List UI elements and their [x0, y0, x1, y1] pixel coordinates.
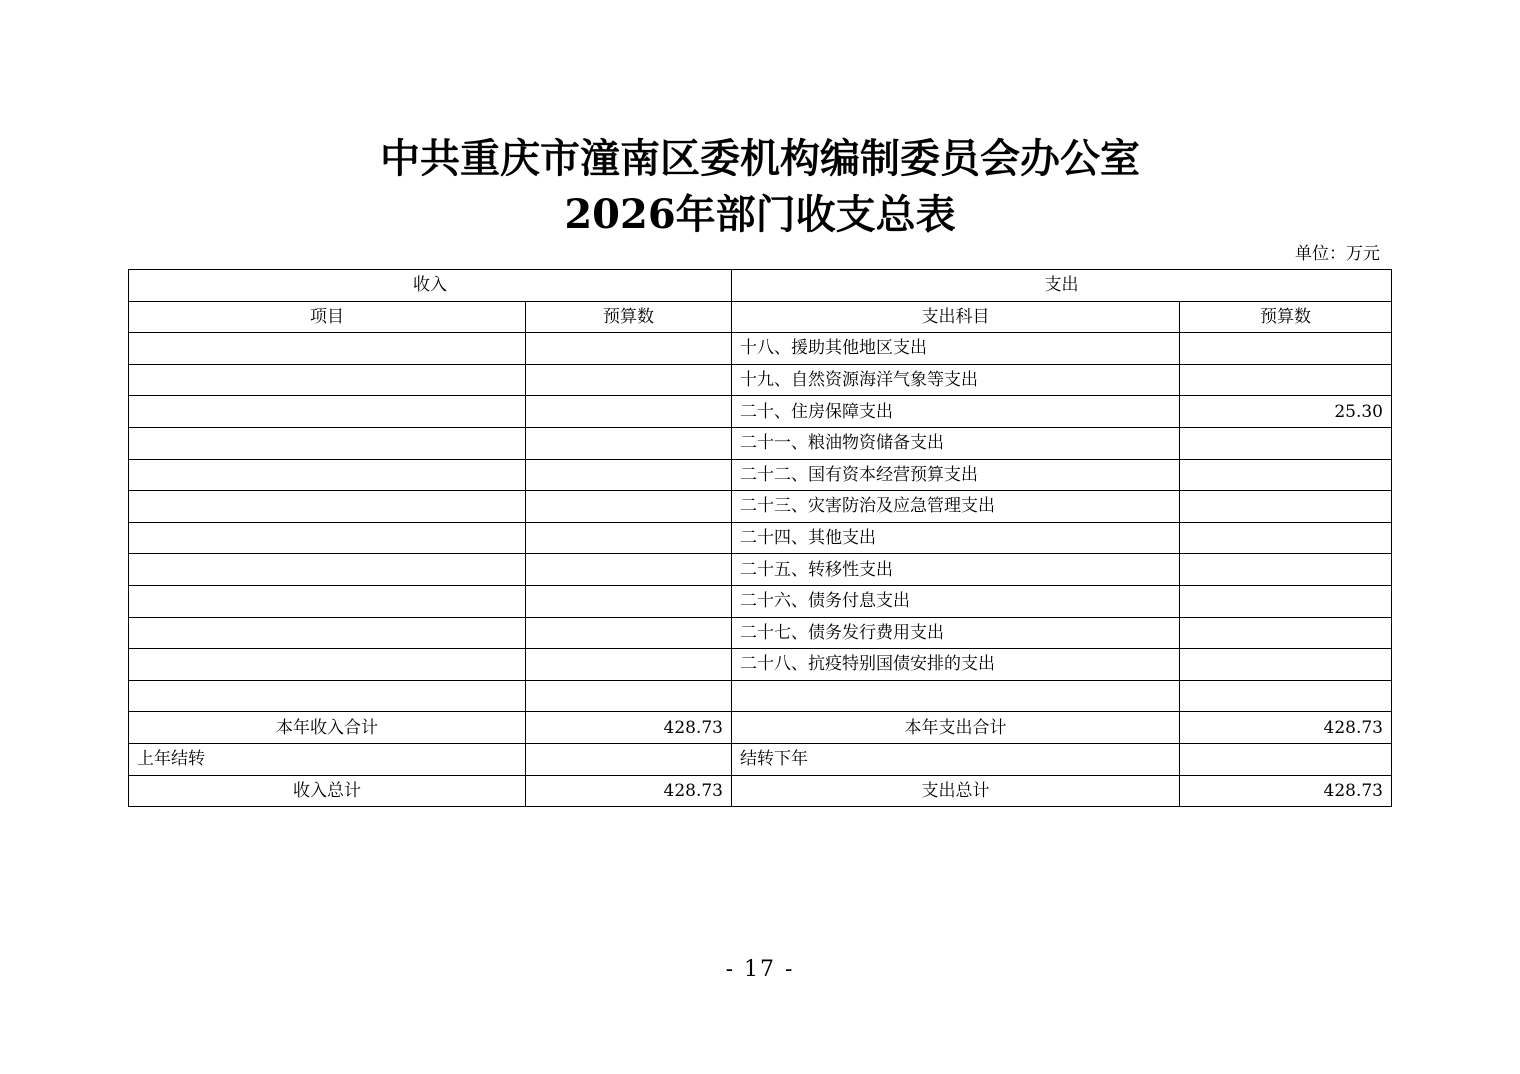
table-row: [129, 333, 1392, 365]
expense-budget-cell: [1180, 649, 1392, 681]
expense-budget-cell: [1180, 522, 1392, 554]
carry-over-row: [129, 743, 1392, 775]
expense-grand-total-label: 支出总计: [732, 775, 1180, 807]
table-row: [129, 649, 1392, 681]
income-grand-total-value: 428.73: [526, 775, 732, 807]
expense-item-cell: 二十一、粮油物资储备支出: [732, 427, 1180, 459]
income-budget-cell: [526, 333, 732, 365]
income-item-cell: [129, 396, 526, 428]
expense-item-cell: 二十五、转移性支出: [732, 554, 1180, 586]
year-total-row: [129, 712, 1392, 744]
income-item-cell: [129, 617, 526, 649]
income-budget-cell: [526, 427, 732, 459]
expense-budget-cell: [1180, 459, 1392, 491]
income-item-cell: [129, 585, 526, 617]
income-item-cell: [129, 427, 526, 459]
income-item-cell: [129, 364, 526, 396]
expense-budget-cell: [1180, 554, 1392, 586]
expense-budget-cell: [1180, 585, 1392, 617]
expense-item-cell: 十九、自然资源海洋气象等支出: [732, 364, 1180, 396]
expense-item-cell: 二十七、债务发行费用支出: [732, 617, 1180, 649]
expense-grand-total-value: 428.73: [1180, 775, 1392, 807]
table-row: [129, 617, 1392, 649]
year-expense-total-value: 428.73: [1180, 712, 1392, 744]
expense-item-cell: 二十、住房保障支出: [732, 396, 1180, 428]
table-row: [129, 522, 1392, 554]
grand-total-row: [129, 775, 1392, 807]
year-income-total-value: 428.73: [526, 712, 732, 744]
income-item-cell: [129, 554, 526, 586]
header-income: 收入: [129, 270, 732, 302]
expense-budget-cell: [1180, 427, 1392, 459]
document-title-line2: 2026年部门收支总表: [564, 191, 956, 238]
income-budget-cell: [526, 396, 732, 428]
budget-table-body: [129, 270, 1392, 807]
income-item-cell: [129, 649, 526, 681]
document-title-line1: 中共重庆市潼南区委机构编制委员会办公室: [380, 135, 1140, 182]
expense-budget-cell: [1180, 491, 1392, 523]
expense-item-cell: 二十二、国有资本经营预算支出: [732, 459, 1180, 491]
next-year-carry-label: 结转下年: [732, 743, 1180, 775]
page-number: - 17 -: [725, 957, 795, 982]
expense-budget-cell: [1180, 364, 1392, 396]
income-item-cell: [129, 491, 526, 523]
expense-budget-cell: [1180, 680, 1392, 712]
income-item-cell: [129, 333, 526, 365]
income-budget-cell: [526, 617, 732, 649]
header-income-budget: 预算数: [526, 301, 732, 333]
header-group-row: [129, 270, 1392, 302]
header-expense-item: 支出科目: [732, 301, 1180, 333]
expense-budget-cell: 25.30: [1180, 396, 1392, 428]
table-row: [129, 364, 1392, 396]
budget-table: [128, 269, 1392, 807]
income-item-cell: [129, 522, 526, 554]
prior-year-carry-value: [526, 743, 732, 775]
table-row: [129, 491, 1392, 523]
expense-item-cell: 二十三、灾害防治及应急管理支出: [732, 491, 1180, 523]
income-budget-cell: [526, 649, 732, 681]
income-item-cell: [129, 459, 526, 491]
prior-year-carry-label: 上年结转: [129, 743, 526, 775]
expense-budget-cell: [1180, 617, 1392, 649]
income-budget-cell: [526, 554, 732, 586]
income-budget-cell: [526, 459, 732, 491]
table-row: [129, 396, 1392, 428]
table-row: [129, 427, 1392, 459]
income-budget-cell: [526, 491, 732, 523]
header-column-row: [129, 301, 1392, 333]
expense-item-cell: 二十四、其他支出: [732, 522, 1180, 554]
table-row: [129, 585, 1392, 617]
year-expense-total-label: 本年支出合计: [732, 712, 1180, 744]
table-row: [129, 459, 1392, 491]
table-row: [129, 554, 1392, 586]
unit-label: 单位：万元: [1295, 244, 1380, 264]
header-expense-budget: 预算数: [1180, 301, 1392, 333]
income-budget-cell: [526, 364, 732, 396]
year-income-total-label: 本年收入合计: [129, 712, 526, 744]
income-item-cell: [129, 680, 526, 712]
income-grand-total-label: 收入总计: [129, 775, 526, 807]
header-income-item: 项目: [129, 301, 526, 333]
next-year-carry-value: [1180, 743, 1392, 775]
income-budget-cell: [526, 522, 732, 554]
table-row: [129, 680, 1392, 712]
income-budget-cell: [526, 680, 732, 712]
expense-item-cell: 二十六、债务付息支出: [732, 585, 1180, 617]
expense-budget-cell: [1180, 333, 1392, 365]
expense-item-cell: 十八、援助其他地区支出: [732, 333, 1180, 365]
income-budget-cell: [526, 585, 732, 617]
expense-item-cell: [732, 680, 1180, 712]
expense-item-cell: 二十八、抗疫特别国债安排的支出: [732, 649, 1180, 681]
header-expense: 支出: [732, 270, 1392, 302]
